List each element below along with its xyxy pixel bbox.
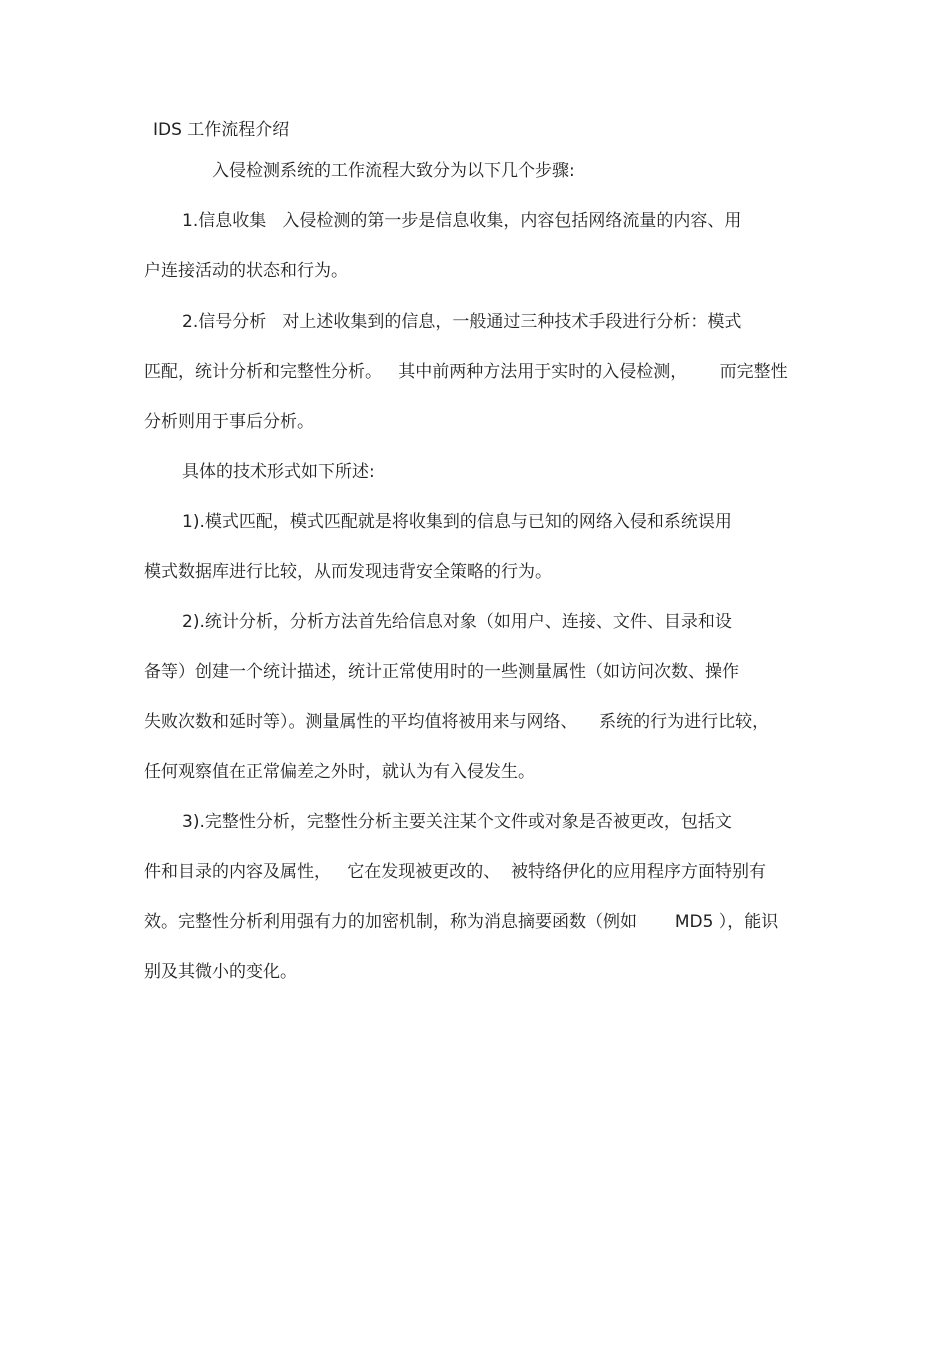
step2-line3: 分析则用于事后分析。 xyxy=(144,412,314,432)
intro-text: 入侵检测系统的工作流程大致分为以下几个步骤: xyxy=(212,161,575,181)
tech3-line2: 件和目录的内容及属性， 它在发现被更改的、 被特络伊化的应用程序方面特别有 xyxy=(144,862,767,882)
tech1-line1: 1).模式匹配，模式匹配就是将收集到的信息与已知的网络入侵和系统误用 xyxy=(182,512,732,532)
tech3-line1: 3).完整性分析，完整性分析主要关注某个文件或对象是否被更改，包括文 xyxy=(182,812,732,832)
tech2-line4: 任何观察值在正常偏差之外时，就认为有入侵发生。 xyxy=(144,762,535,782)
tech3-line4: 别及其微小的变化。 xyxy=(144,962,297,982)
tech2-line3: 失败次数和延时等）。测量属性的平均值将被用来与网络、 系统的行为进行比较， xyxy=(144,712,770,732)
step1-line1: 1.信息收集 入侵检测的第一步是信息收集，内容包括网络流量的内容、用 xyxy=(182,211,742,231)
techniques-intro: 具体的技术形式如下所述: xyxy=(182,462,375,482)
step2-line1: 2.信号分析 对上述收集到的信息，一般通过三种技术手段进行分析：模式 xyxy=(182,312,742,332)
tech2-line2: 备等）创建一个统计描述，统计正常使用时的一些测量属性（如访问次数、操作 xyxy=(144,662,739,682)
tech1-line2: 模式数据库进行比较，从而发现违背安全策略的行为。 xyxy=(144,562,552,582)
tech3-line3: 效。完整性分析利用强有力的加密机制，称为消息摘要函数（例如 MD5 ），能识 xyxy=(144,912,779,932)
document-title: IDS 工作流程介绍 xyxy=(153,120,290,140)
tech2-line1: 2).统计分析，分析方法首先给信息对象（如用户、连接、文件、目录和设 xyxy=(182,612,732,632)
step2-line2: 匹配，统计分析和完整性分析。 其中前两种方法用于实时的入侵检测， 而完整性 xyxy=(144,362,788,382)
step1-line2: 户连接活动的状态和行为。 xyxy=(144,261,348,281)
